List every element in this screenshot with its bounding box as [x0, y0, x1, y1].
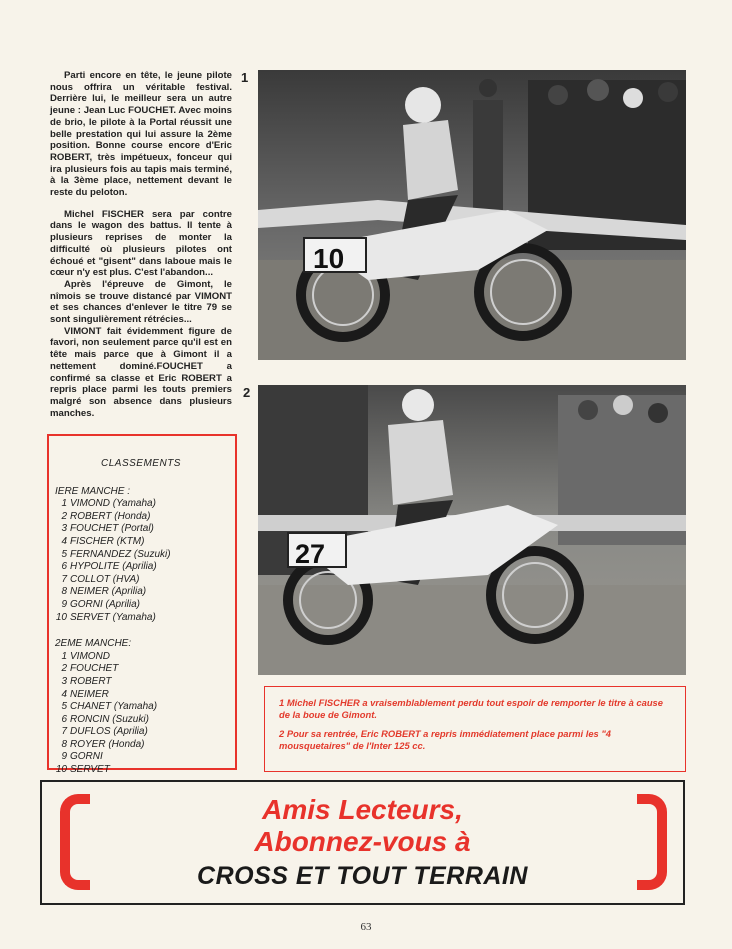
result-row: 4 FISCHER (KTM) — [61, 535, 145, 547]
banner-line-2: Abonnez-vous à — [254, 826, 471, 857]
photo-2-bike-number: 27 — [295, 539, 326, 569]
photo-1 — [258, 70, 686, 360]
result-row: 7 COLLOT (HVA) — [61, 573, 140, 585]
result-row: 8 ROYER (Honda) — [61, 738, 145, 750]
result-row: 1 VIMOND — [61, 650, 110, 662]
photo-2-number: 2 — [243, 385, 251, 400]
article-paragraph-4: VIMONT fait évidemment figure de favori, non seulement parce qu'il est en tête mais parce que à Gimont il a nettement dominé.FOUCHET a confirmé sa classe et Eric ROBERT a repris place parmi les touts premiers malgré son absence dans plusieurs manches. — [50, 325, 232, 419]
result-row: 9 GORNI — [61, 751, 103, 763]
result-row: 8 NEIMER (Aprilia) — [61, 586, 147, 598]
result-row: 2 ROBERT (Honda) — [61, 510, 151, 522]
page-number: 63 — [360, 921, 372, 933]
banner-line-1: Amis Lecteurs, — [262, 794, 463, 825]
result-row: 10 SERVET (Yamaha) — [55, 611, 156, 623]
caption-2: 2 Pour sa rentrée, Eric ROBERT a repris immédiatement place parmi les "4 mousquetaires" de l'Inter 125 cc. — [279, 728, 612, 751]
photo-2 — [258, 385, 686, 675]
manche2-heading: 2EME MANCHE: — [55, 638, 132, 650]
manche2-results — [55, 651, 227, 777]
manche1-heading: IERE MANCHE : — [55, 485, 131, 497]
result-row: 3 ROBERT — [61, 675, 112, 687]
photo-1-number: 1 — [241, 70, 249, 85]
result-row: 5 CHANET (Yamaha) — [61, 701, 158, 713]
article-paragraph-3: Après l'épreuve de Gimont, le nîmois se trouve distancé par VIMONT et ses chances d'enlever le titre 79 se sont singulièrement rétrécies... — [50, 278, 232, 326]
motocross-photo-2-image — [258, 385, 686, 675]
article-text — [50, 70, 232, 429]
result-row: 3 FOUCHET (Portal) — [61, 523, 154, 535]
result-row: 7 DUFLOS (Aprilia) — [61, 726, 148, 738]
result-row: 5 FERNANDEZ (Suzuki) — [61, 548, 171, 560]
result-row: 1 VIMOND (Yamaha) — [61, 498, 156, 510]
motocross-photo-1-image — [258, 70, 686, 360]
article-paragraph-1: Parti encore en tête, le jeune pilote nous offrira un véritable festival. Derrière lui, le meilleur sera un autre jeune : Jean Luc FOUCHET. Avec moins de brio, le pilote à la Portal réussit une belle prestation qui lui assure la 2ème position. Bonne course encore d'Eric ROBERT, très impétueux, fonceur qui ira plusieurs fois au tapis mais terminé, à la 3ème place, nettement devant le reste du peloton. — [50, 70, 232, 199]
result-row: 4 NEIMER — [61, 688, 109, 700]
classements-title: CLASSEMENTS — [101, 458, 181, 469]
manche1-results — [55, 498, 227, 624]
photo-captions — [264, 686, 686, 772]
caption-1: 1 Michel FISCHER a vraisemblablement perdu tout espoir de remporter le titre à cause de la boue de Gimont. — [279, 697, 663, 720]
result-row: 10 SERVET — [55, 764, 110, 776]
subscription-banner — [40, 780, 685, 905]
result-row: 6 HYPOLITE (Aprilia) — [61, 561, 157, 573]
classements-box — [47, 434, 237, 776]
photo-1-bike-number: 10 — [313, 243, 345, 274]
result-row: 9 GORNI (Aprilia) — [61, 598, 141, 610]
banner-magazine-name: CROSS ET TOUT TERRAIN — [197, 862, 528, 890]
article-paragraph-2: Michel FISCHER sera par contre dans le wagon des battus. Il tente à plusieurs reprises de monter la difficulté où plusieurs pilotes ont échoué et "gisent" dans laboue mais le cœur n'y est plus. C'est l'abandon... — [50, 208, 232, 279]
result-row: 2 FOUCHET — [61, 663, 119, 675]
result-row: 6 RONCIN (Suzuki) — [61, 713, 149, 725]
